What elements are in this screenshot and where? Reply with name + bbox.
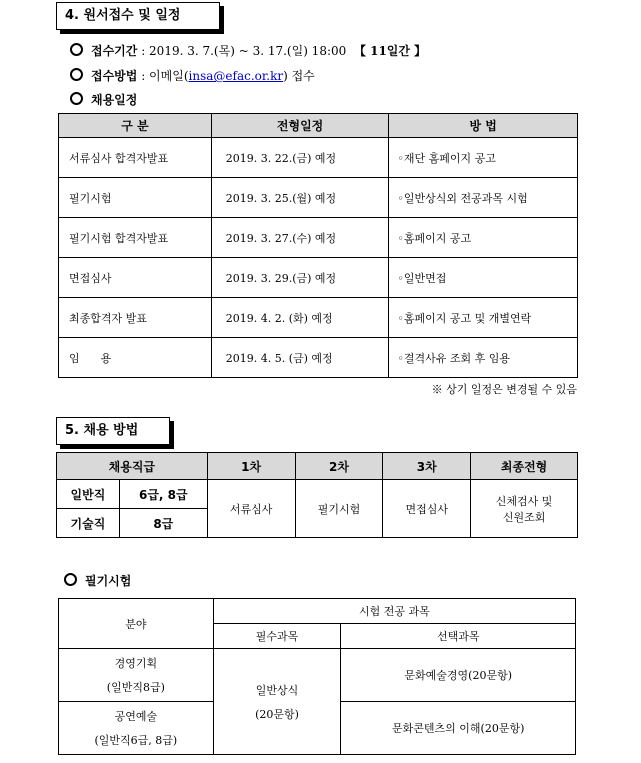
table-row — [57, 480, 578, 509]
required-header: 필수과목 — [213, 624, 341, 649]
stage1-cell: 서류심사 — [207, 480, 295, 538]
row-method: ◦결격사유 조회 후 임용 — [389, 338, 578, 378]
subject-header: 시험 전공 과목 — [213, 599, 575, 624]
method-table — [56, 452, 578, 538]
table-row — [59, 338, 578, 378]
bullet-icon — [70, 92, 83, 105]
row-method: ◦재단 홈페이지 공고 — [389, 138, 578, 178]
table-row — [59, 298, 578, 338]
period-value: : 2019. 3. 7.(목) ~ 3. 17.(일) 18:00 — [137, 44, 347, 58]
tech-label: 기술직 — [57, 509, 120, 538]
table-row — [59, 178, 578, 218]
bullet-icon — [70, 43, 83, 56]
row-method: ◦홈페이지 공고 및 개별연락 — [389, 298, 578, 338]
schedule-label: 채용일정 — [91, 93, 138, 107]
header-grade: 채용직급 — [57, 453, 208, 480]
section5-title: 5. 채용 방법 — [56, 417, 170, 445]
row-date: 2019. 3. 27.(수) 예정 — [211, 218, 389, 258]
table-header-row — [57, 453, 578, 480]
row-category: 임 용 — [59, 338, 212, 378]
written-line — [64, 572, 131, 589]
row-date: 2019. 3. 25.(월) 예정 — [211, 178, 389, 218]
row-category: 필기시험 — [59, 178, 212, 218]
row-date: 2019. 3. 22.(금) 예정 — [211, 138, 389, 178]
row-method: ◦일반면접 — [389, 258, 578, 298]
row-category: 면접심사 — [59, 258, 212, 298]
row-date: 2019. 4. 5. (금) 예정 — [211, 338, 389, 378]
method-label: 접수방법 — [91, 69, 138, 83]
bullet-icon — [64, 573, 77, 586]
header-stage3: 3차 — [383, 453, 471, 480]
table-header-row — [59, 114, 578, 138]
elective1-cell: 문화예술경영(20문항) — [341, 649, 576, 702]
general-grade: 6급, 8급 — [119, 480, 207, 509]
field2-cell — [59, 702, 214, 755]
elective2-cell: 문화콘텐츠의 이해(20문항) — [341, 702, 576, 755]
stage2-cell: 필기시험 — [295, 480, 383, 538]
row-category: 서류심사 합격자발표 — [59, 138, 212, 178]
table-row — [59, 649, 576, 702]
period-days: 【 11일간 】 — [353, 44, 427, 58]
row-date: 2019. 3. 29.(금) 예정 — [211, 258, 389, 298]
field1-cell — [59, 649, 214, 702]
field1-line2: (일반직8급) — [106, 681, 165, 694]
header-method: 방 법 — [389, 114, 578, 138]
required-line2: (20문항) — [255, 707, 299, 721]
method-line — [70, 67, 315, 84]
method-prefix: : 이메일( — [137, 69, 189, 83]
header-category: 구 분 — [59, 114, 212, 138]
period-line — [70, 42, 426, 59]
email-link[interactable]: insa@efac.or.kr — [188, 69, 284, 83]
table-row — [59, 258, 578, 298]
general-label: 일반직 — [57, 480, 120, 509]
header-stage2: 2차 — [295, 453, 383, 480]
exam-table — [58, 598, 576, 755]
table-row — [59, 599, 576, 624]
required-cell — [213, 649, 341, 755]
table-row — [59, 218, 578, 258]
header-date: 전형일정 — [211, 114, 389, 138]
method-suffix: ) 접수 — [283, 69, 315, 83]
final-line2: 신원조회 — [502, 510, 546, 524]
schedule-table — [58, 113, 578, 378]
final-line1: 신체검사 및 — [495, 494, 553, 508]
stage3-cell: 면접심사 — [383, 480, 471, 538]
table-row — [59, 138, 578, 178]
row-category: 최종합격자 발표 — [59, 298, 212, 338]
field1-line1: 경영기획 — [114, 657, 158, 670]
row-method: ◦일반상식외 전공과목 시험 — [389, 178, 578, 218]
period-label: 접수기간 — [91, 44, 138, 58]
final-cell — [471, 480, 578, 538]
row-category: 필기시험 합격자발표 — [59, 218, 212, 258]
field2-line1: 공연예술 — [114, 710, 158, 723]
header-stage1: 1차 — [207, 453, 295, 480]
row-method: ◦홈페이지 공고 — [389, 218, 578, 258]
row-date: 2019. 4. 2. (화) 예정 — [211, 298, 389, 338]
field2-line2: (일반직6급, 8급) — [94, 734, 178, 747]
tech-grade: 8급 — [119, 509, 207, 538]
bullet-icon — [70, 68, 83, 81]
elective-header: 선택과목 — [341, 624, 576, 649]
schedule-line — [70, 91, 137, 108]
schedule-note: ※ 상기 일정은 변경될 수 있음 — [431, 383, 577, 396]
written-label: 필기시험 — [85, 574, 132, 588]
section4-title: 4. 원서접수 및 일정 — [56, 2, 220, 30]
field-header: 분야 — [59, 599, 214, 649]
required-line1: 일반상식 — [255, 683, 299, 697]
header-final: 최종전형 — [471, 453, 578, 480]
